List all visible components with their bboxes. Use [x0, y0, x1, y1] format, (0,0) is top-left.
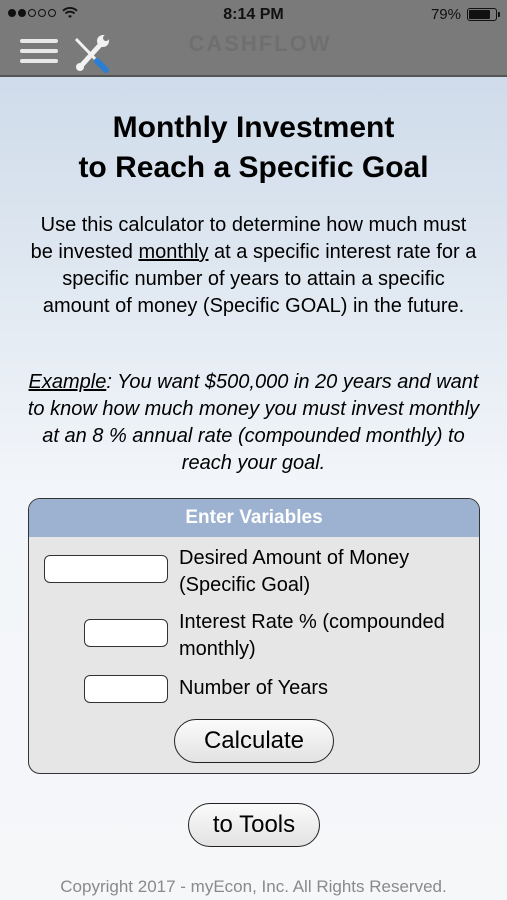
description-underlined: monthly	[138, 241, 209, 263]
title-line-1: Monthly Investment	[112, 111, 395, 144]
copyright-text: Copyright 2017 - myEcon, Inc. All Rights Reserved.	[60, 877, 447, 896]
desired-amount-input[interactable]	[44, 555, 168, 583]
hamburger-menu-icon[interactable]	[20, 36, 58, 66]
interest-rate-input[interactable]	[84, 619, 168, 647]
title-line-2: to Reach a Specific Goal	[78, 151, 429, 184]
description-before: Use this calculator to determine how much must be invested	[30, 214, 467, 263]
interest-rate-label: Interest Rate % (compounded monthly)	[179, 611, 445, 660]
status-right	[431, 6, 497, 23]
field-row-amount	[29, 543, 479, 599]
status-bar	[0, 0, 507, 30]
example-text	[24, 369, 483, 477]
description-text	[28, 212, 479, 320]
panel-header: Enter Variables	[29, 499, 479, 537]
description-after: at a specific interest rate for a specific number of years to attain a specific amount of money (Specific GOAL) in the future.	[42, 241, 477, 317]
variables-panel	[28, 498, 480, 774]
desired-amount-label: Desired Amount of Money (Specific Goal)	[179, 547, 410, 596]
example-body: : You want $500,000 in 20 years and want to know how much money you must invest monthly at an 8 % annual rate (compounded monthly) to reach your goal.	[27, 371, 480, 474]
example-label: Example	[28, 371, 107, 393]
nav-logo-text: CASHFLOW	[188, 31, 332, 56]
to-tools-button[interactable]: to Tools	[188, 803, 320, 847]
status-time: 8:14 PM	[223, 6, 284, 23]
menu-line	[20, 49, 58, 53]
number-of-years-input[interactable]	[84, 675, 168, 703]
field-row-years	[29, 673, 479, 705]
menu-line	[20, 39, 58, 43]
page-title	[20, 108, 487, 188]
wrench-screwdriver-tools-icon[interactable]	[70, 33, 112, 73]
menu-line	[20, 59, 58, 63]
number-of-years-label: Number of Years	[179, 677, 328, 699]
battery-fill	[469, 10, 490, 19]
battery-percent: 79%	[430, 6, 461, 23]
calculate-button[interactable]: Calculate	[174, 719, 334, 763]
battery-icon	[467, 8, 497, 21]
nav-bar	[0, 30, 507, 77]
field-row-rate	[29, 607, 479, 663]
